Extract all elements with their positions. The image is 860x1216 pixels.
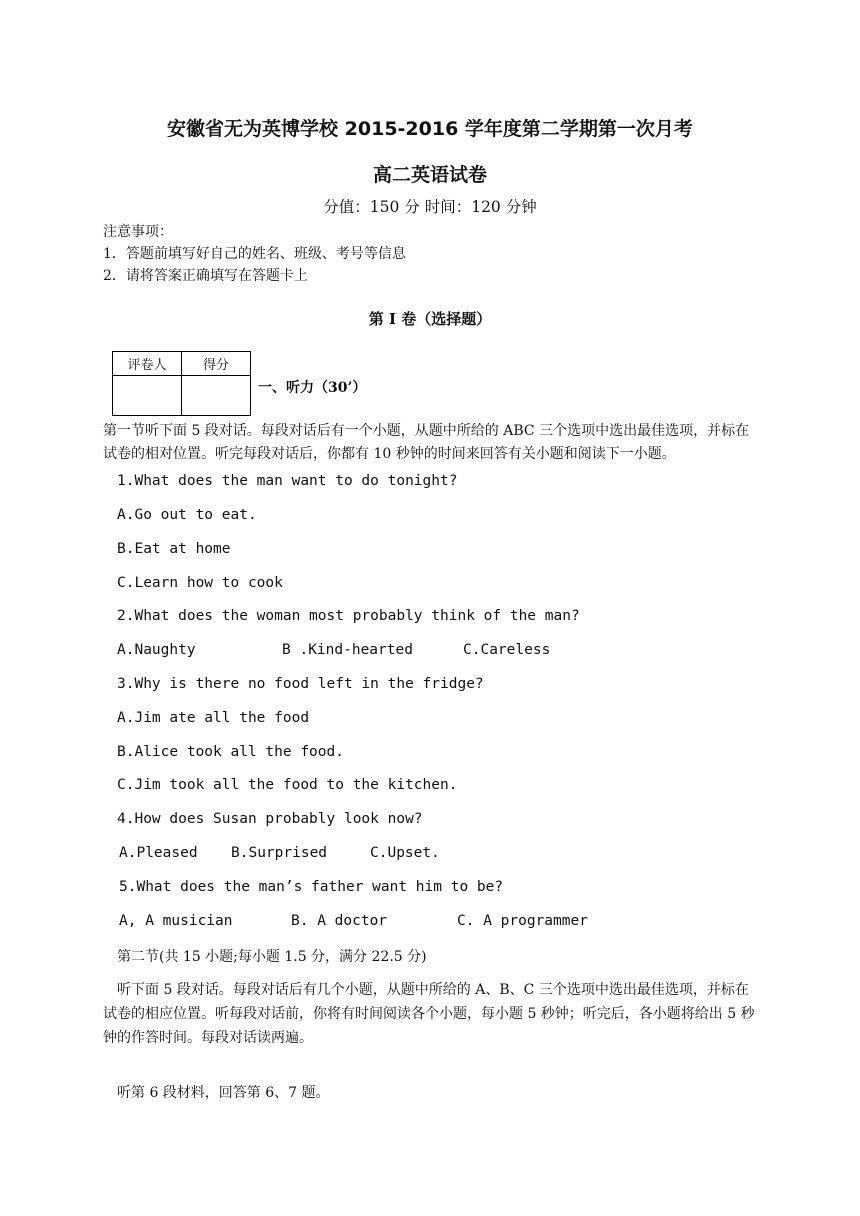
option: C. A programmer [457, 913, 588, 929]
grader-header: 评卷人 [113, 352, 182, 376]
question-3: 3.Why is there no food left in the fridge? [117, 676, 484, 692]
option: B.Surprised [231, 845, 328, 861]
option: B. A doctor [291, 913, 388, 929]
question-4: 4.How does Susan probably look now? [117, 811, 423, 827]
score-cell [182, 376, 251, 416]
note-item: 1．答题前填写好自己的姓名、班级、考号等信息 [103, 246, 406, 262]
option: B.Eat at home [117, 541, 231, 557]
option: A.Pleased [119, 845, 198, 861]
question-5: 5.What does the man’s father want him to be? [119, 879, 504, 895]
material-note: 听第 6 段材料，回答第 6、7 题。 [117, 1085, 330, 1101]
grader-cell [113, 376, 182, 416]
option: C.Careless [463, 642, 551, 658]
option: C.Upset. [370, 845, 440, 861]
volume-title: 第 I 卷（选择题） [368, 310, 492, 328]
option: A.Go out to eat. [117, 507, 257, 523]
section1-title: 一、听力（30’） [258, 380, 367, 396]
section2-title: 第二节(共 15 小题;每小题 1.5 分，满分 22.5 分) [117, 949, 427, 965]
option: A.Naughty [117, 642, 196, 658]
option: C.Learn how to cook [117, 575, 283, 591]
option: B .Kind-hearted [282, 642, 413, 658]
exam-subtitle: 高二英语试卷 [372, 164, 487, 186]
option: C.Jim took all the food to the kitchen. [117, 777, 458, 793]
score-header: 得分 [182, 352, 251, 376]
score-time: 分值：150 分 时间：120 分钟 [323, 198, 537, 216]
option: A.Jim ate all the food [117, 710, 310, 726]
note-item: 2．请将答案正确填写在答题卡上 [103, 268, 308, 284]
exam-title: 安徽省无为英博学校 2015-2016 学年度第二学期第一次月考 [167, 118, 693, 140]
grading-table [112, 351, 251, 416]
question-2: 2.What does the woman most probably think of the man? [117, 608, 580, 624]
option: A, A musician [119, 913, 233, 929]
question-1: 1.What does the man want to do tonight? [117, 473, 458, 489]
section2-instruction: 听下面 5 段对话。每段对话后有几个小题，从题中所给的 A、B、C 三个选项中选出最佳选项，并标在试卷的相应位置。听每段对话前，你将有时间阅读各个小题，每小题 5 秒钟；听完后，各小题将给出 5 秒钟的作答时间。每段对话读两遍。 [103, 982, 755, 1046]
section1-instruction: 第一节听下面 5 段对话。每段对话后有一个小题，从题中所给的 ABC 三个选项中选出最佳选项，并标在试卷的相对位置。听完每段对话后，你都有 10 秒钟的时间来回答有关小题和阅读下一小题。 [103, 423, 750, 462]
notes-heading: 注意事项： [103, 224, 173, 240]
option: B.Alice took all the food. [117, 744, 344, 760]
